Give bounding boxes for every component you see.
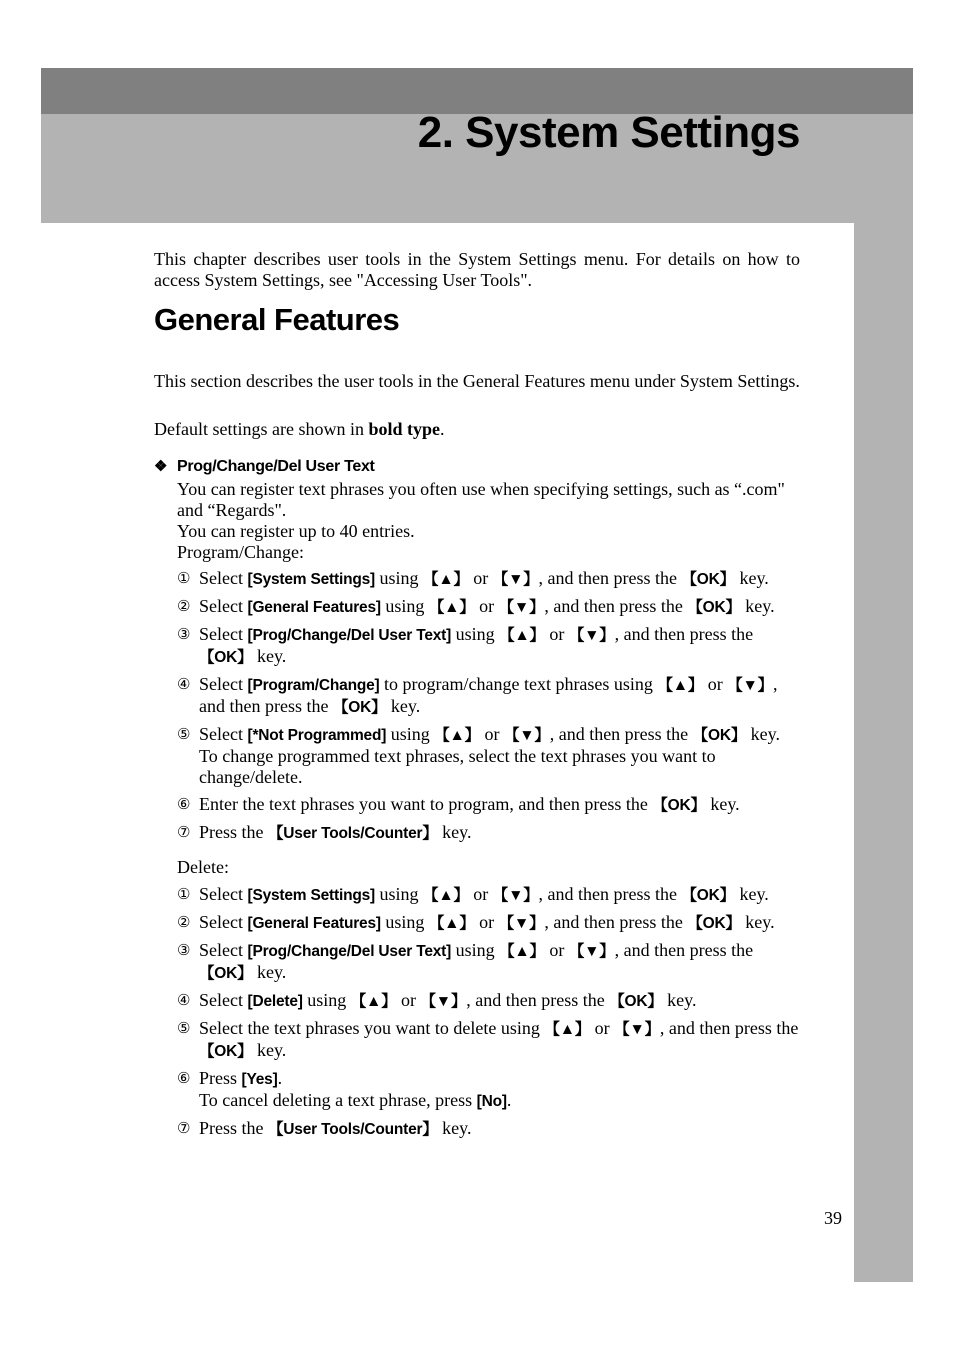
step-number: ⑥ xyxy=(177,1071,191,1087)
step-text: or xyxy=(544,624,569,644)
up-arrow-key: 【▲】 xyxy=(499,627,545,644)
step-number: ① xyxy=(177,571,191,587)
step-number: ⑥ xyxy=(177,797,191,813)
step-text: key. xyxy=(734,884,769,904)
up-arrow-key: 【▲】 xyxy=(434,727,480,744)
delete-step-5 xyxy=(177,1018,800,1062)
step-text: Select xyxy=(199,674,248,694)
menu-item-no: [No] xyxy=(476,1093,507,1110)
down-arrow-key: 【▼】 xyxy=(503,727,550,744)
step-text: to program/change text phrases using xyxy=(379,674,658,694)
step-text: or xyxy=(468,568,493,588)
user-tools-counter-key: 【User Tools/Counter】 xyxy=(268,1121,438,1138)
program-change-steps xyxy=(177,568,800,850)
program-change-heading: Program/Change: xyxy=(177,542,304,562)
step-number: ③ xyxy=(177,627,191,643)
diamond-bullet-icon: ❖ xyxy=(154,458,168,475)
step-text: using xyxy=(380,912,429,932)
step-text: , and then press the xyxy=(199,674,778,716)
step-text: using xyxy=(375,568,424,588)
ok-key: 【OK】 xyxy=(692,727,747,744)
step-number: ② xyxy=(177,915,191,931)
delete-step-2 xyxy=(177,912,800,934)
down-arrow-key: 【▼】 xyxy=(614,1021,660,1038)
up-arrow-key: 【▲】 xyxy=(423,571,469,588)
menu-item-delete: [Delete] xyxy=(247,993,303,1010)
step-number: ③ xyxy=(177,943,191,959)
down-arrow-key: 【▼】 xyxy=(568,943,615,960)
delete-step-3 xyxy=(177,940,800,984)
delete-step-4 xyxy=(177,990,800,1012)
ok-key: 【OK】 xyxy=(687,915,741,932)
up-arrow-key: 【▲】 xyxy=(428,915,475,932)
menu-item-prog-change-del-user-text: [Prog/Change/Del User Text] xyxy=(247,943,452,960)
feature-title: Prog/Change/Del User Text xyxy=(177,458,375,475)
step-text: , and then press the xyxy=(544,596,688,616)
feature-desc-line-1: You can register text phrases you often use when specifying settings, such as “.com" and “Regards". xyxy=(177,479,785,520)
default-note-suffix: . xyxy=(439,419,445,439)
step-text: . xyxy=(277,1068,283,1088)
step-text: , and then press the xyxy=(549,724,693,744)
page-number: 39 xyxy=(824,1208,842,1228)
menu-item-yes: [Yes] xyxy=(241,1071,278,1088)
step-text: , and then press the xyxy=(614,940,754,960)
step-text: or xyxy=(474,912,499,932)
step-text: key. xyxy=(252,962,287,982)
user-tools-counter-key: 【User Tools/Counter】 xyxy=(268,825,438,842)
step-text: Select xyxy=(199,990,248,1010)
step-text: , and then press the xyxy=(544,912,688,932)
step-text: Select xyxy=(199,624,248,644)
step-number: ④ xyxy=(177,993,191,1009)
step-text: using xyxy=(375,884,424,904)
step-number: ⑤ xyxy=(177,1021,191,1037)
ok-key: 【OK】 xyxy=(609,993,663,1010)
menu-item-system-settings: [System Settings] xyxy=(247,571,376,588)
step-text: Select the text phrases you want to delete using xyxy=(199,1018,545,1038)
step-text: or xyxy=(544,940,569,960)
bold-type-text: bold type xyxy=(368,419,440,439)
ok-key: 【OK】 xyxy=(332,699,387,716)
delete-step-6 xyxy=(177,1068,800,1112)
menu-item-general-features: [General Features] xyxy=(247,599,381,616)
up-arrow-key: 【▲】 xyxy=(423,887,469,904)
menu-item-prog-change-del-user-text: [Prog/Change/Del User Text] xyxy=(247,627,452,644)
default-note-prefix: Default settings are shown in xyxy=(154,419,369,439)
step-text: using xyxy=(302,990,351,1010)
step-note-text: . xyxy=(506,1090,512,1110)
step-text: or xyxy=(474,596,499,616)
step-text: , and then press the xyxy=(659,1018,799,1038)
up-arrow-key: 【▲】 xyxy=(499,943,545,960)
step-text: key. xyxy=(746,724,780,744)
step-text: Select xyxy=(199,912,248,932)
step-text: or xyxy=(703,674,728,694)
step-text: Select xyxy=(199,940,248,960)
menu-item-not-programmed: [*Not Programmed] xyxy=(247,727,387,744)
ok-key: 【OK】 xyxy=(199,649,253,666)
step-text: key. xyxy=(662,990,697,1010)
program-step-2 xyxy=(177,596,800,618)
step-text: or xyxy=(590,1018,615,1038)
chapter-intro: This chapter describes user tools in the System Settings menu. For details on how to access System Settings, see "Accessing User Tools". xyxy=(154,249,800,290)
ok-key: 【OK】 xyxy=(652,797,706,814)
menu-item-system-settings: [System Settings] xyxy=(247,887,376,904)
delete-step-1 xyxy=(177,884,800,906)
step-text: , and then press the xyxy=(466,990,610,1010)
step-text: Press the xyxy=(199,1118,268,1138)
menu-item-program-change: [Program/Change] xyxy=(247,677,380,694)
step-text: using xyxy=(380,596,429,616)
step-text: , and then press the xyxy=(538,884,682,904)
down-arrow-key: 【▼】 xyxy=(498,915,545,932)
chapter-side-tab xyxy=(854,223,913,1282)
down-arrow-key: 【▼】 xyxy=(492,887,539,904)
up-arrow-key: 【▲】 xyxy=(657,677,704,694)
down-arrow-key: 【▼】 xyxy=(498,599,545,616)
program-step-4 xyxy=(177,674,800,718)
down-arrow-key: 【▼】 xyxy=(727,677,773,694)
step-number: ⑤ xyxy=(177,727,191,743)
step-text: key. xyxy=(252,1040,287,1060)
ok-key: 【OK】 xyxy=(681,571,735,588)
step-note xyxy=(199,1090,800,1112)
ok-key: 【OK】 xyxy=(199,1043,253,1060)
step-text: or xyxy=(479,724,504,744)
up-arrow-key: 【▲】 xyxy=(428,599,475,616)
step-text: key. xyxy=(734,568,769,588)
step-number: ④ xyxy=(177,677,191,693)
step-number: ① xyxy=(177,887,191,903)
step-text: key. xyxy=(252,646,287,666)
program-step-3 xyxy=(177,624,800,668)
step-text: Press the xyxy=(199,822,268,842)
menu-item-general-features: [General Features] xyxy=(247,915,381,932)
step-text: or xyxy=(396,990,421,1010)
section-description: This section describes the user tools in the General Features menu under System Settings. xyxy=(154,371,800,391)
step-text: Select xyxy=(199,568,248,588)
step-number: ⑦ xyxy=(177,825,191,841)
step-text: Select xyxy=(199,596,248,616)
down-arrow-key: 【▼】 xyxy=(568,627,615,644)
step-text: key. xyxy=(705,794,740,814)
step-note-text: To cancel deleting a text phrase, press xyxy=(199,1090,477,1110)
delete-steps xyxy=(177,884,800,1146)
up-arrow-key: 【▲】 xyxy=(544,1021,591,1038)
step-text: using xyxy=(386,724,435,744)
chapter-title: 2. System Settings xyxy=(417,108,800,157)
step-note: To change programmed text phrases, select the text phrases you want to change/delete. xyxy=(199,746,716,787)
step-text: or xyxy=(468,884,493,904)
step-text: Select xyxy=(199,884,248,904)
step-text: , and then press the xyxy=(538,568,682,588)
program-step-5 xyxy=(177,724,800,788)
step-text: Press xyxy=(199,1068,242,1088)
step-number: ⑦ xyxy=(177,1121,191,1137)
delete-step-7 xyxy=(177,1118,800,1140)
program-step-7 xyxy=(177,822,800,844)
down-arrow-key: 【▼】 xyxy=(420,993,467,1010)
program-step-1 xyxy=(177,568,800,590)
step-text: key. xyxy=(740,912,775,932)
step-text: using xyxy=(451,624,500,644)
delete-heading: Delete: xyxy=(177,857,229,877)
ok-key: 【OK】 xyxy=(687,599,741,616)
feature-description xyxy=(177,479,800,563)
step-text: Select xyxy=(199,724,248,744)
ok-key: 【OK】 xyxy=(681,887,735,904)
feature-desc-line-2: You can register up to 40 entries. xyxy=(177,521,415,541)
ok-key: 【OK】 xyxy=(199,965,253,982)
step-text: key. xyxy=(437,822,472,842)
up-arrow-key: 【▲】 xyxy=(350,993,397,1010)
section-title: General Features xyxy=(154,302,400,337)
program-step-6 xyxy=(177,794,800,816)
step-text: , and then press the xyxy=(614,624,754,644)
step-text: key. xyxy=(740,596,775,616)
down-arrow-key: 【▼】 xyxy=(492,571,539,588)
step-text: key. xyxy=(437,1118,472,1138)
step-text: using xyxy=(451,940,500,960)
step-number: ② xyxy=(177,599,191,615)
default-settings-note xyxy=(154,419,444,440)
feature-heading xyxy=(154,457,375,476)
step-text: Enter the text phrases you want to program, and then press the xyxy=(199,794,653,814)
step-text: key. xyxy=(386,696,421,716)
